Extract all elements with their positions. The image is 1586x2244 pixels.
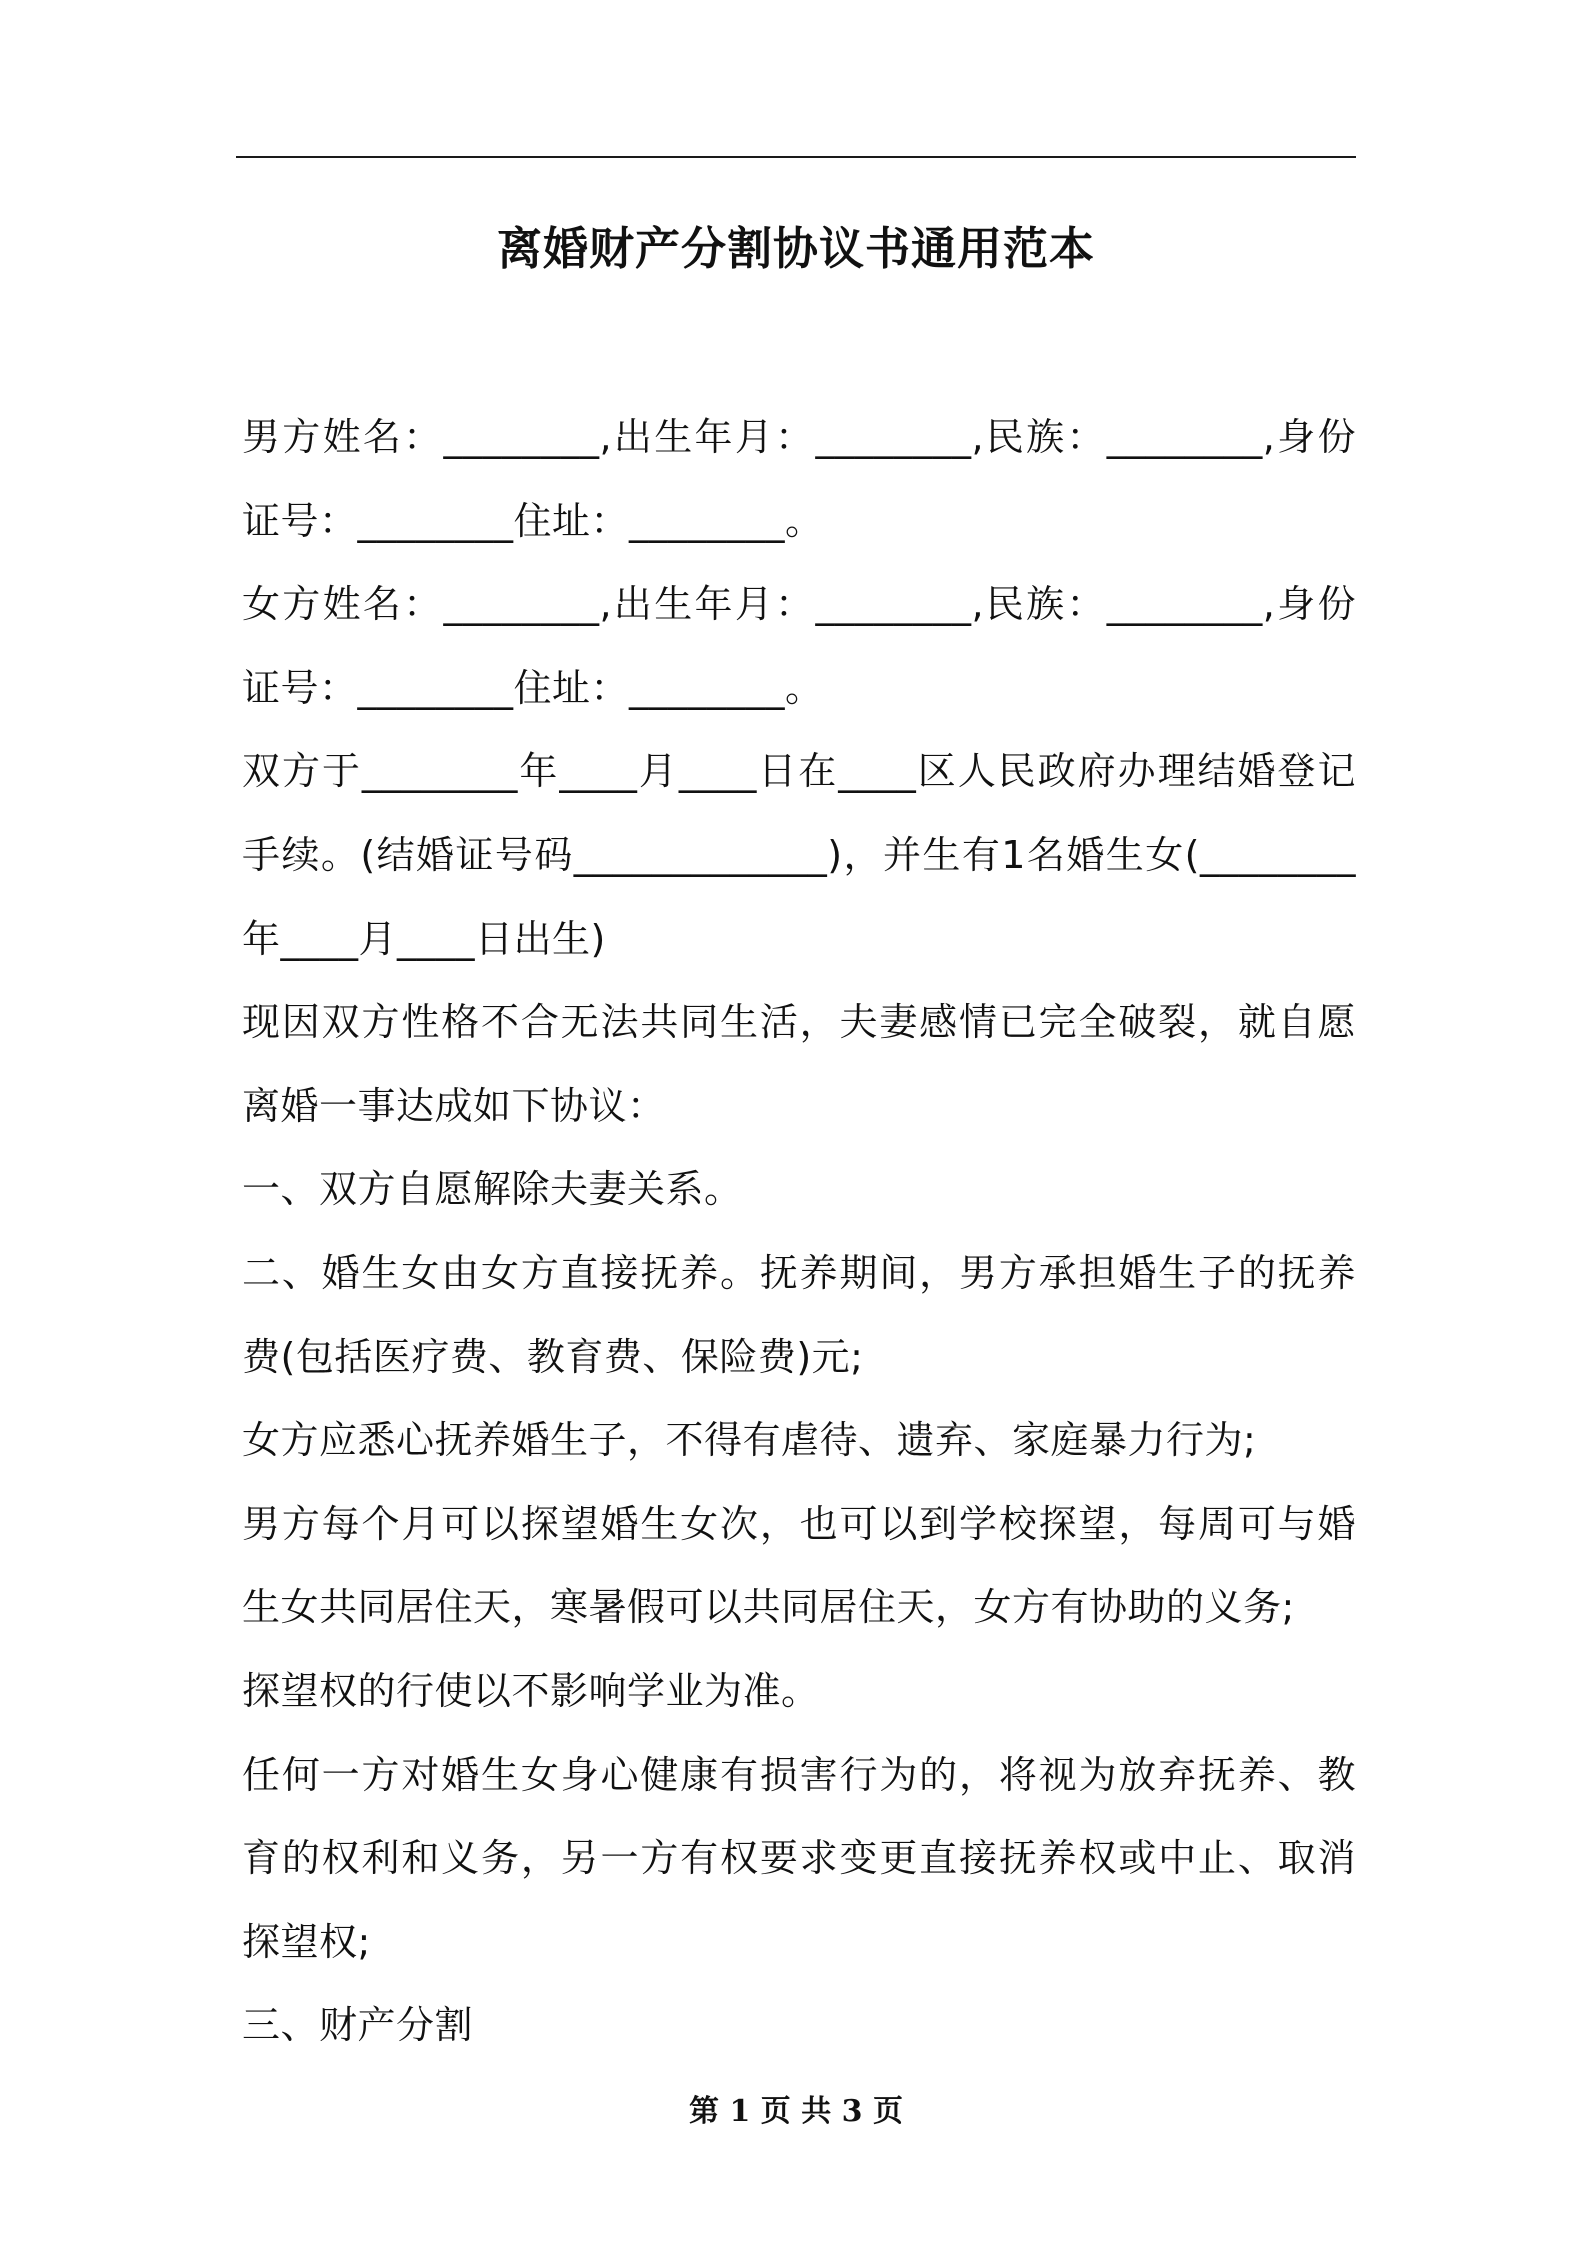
paragraph-custody-change: 任何一方对婚生女身心健康有损害行为的，将视为放弃抚养、教育的权利和义务，另一方有权要求变更直接抚养权或中止、取消探望权;: [242, 1752, 1356, 1964]
paragraph-visitation: 男方每个月可以探望婚生女次，也可以到学校探望，每周可与婚生女共同居住天，寒暑假可以共同居住天，女方有协助的义务;: [242, 1501, 1356, 1630]
paragraph-marriage-registration: 双方于________年____月____日在____区人民政府办理结婚登记手续。(结婚证号码_____________)，并生有1名婚生女(________年____月____日出生): [242, 749, 1356, 961]
page-number: 第 1 页 共 3 页: [689, 2094, 903, 2129]
paragraph-male-info: 男方姓名：________,出生年月：________,民族：________,身份证号：________住址：________。: [242, 415, 1356, 543]
paragraph-divorce-reason: 现因双方性格不合无法共同生活，夫妻感情已完全破裂，就自愿离婚一事达成如下协议：: [242, 1000, 1356, 1128]
clause-one: 一、双方自愿解除夫妻关系。: [242, 1167, 743, 1212]
clause-three: 三、财产分割: [242, 2003, 474, 2048]
paragraph-female-info: 女方姓名：________,出生年月：________,民族：________,身份证号：________住址：________。: [242, 582, 1356, 710]
paragraph-custody-duty: 女方应悉心抚养婚生子，不得有虐待、遗弃、家庭暴力行为;: [242, 1418, 1257, 1463]
document-body: [242, 396, 1356, 2068]
paragraph-visitation-limit: 探望权的行使以不影响学业为准。: [242, 1668, 820, 1713]
header-rule: [236, 156, 1356, 158]
document-title: 离婚财产分割协议书通用范本: [496, 222, 1095, 275]
clause-two: 二、婚生女由女方直接抚养。抚养期间，男方承担婚生子的抚养费(包括医疗费、教育费、保险费)元;: [242, 1250, 1356, 1379]
